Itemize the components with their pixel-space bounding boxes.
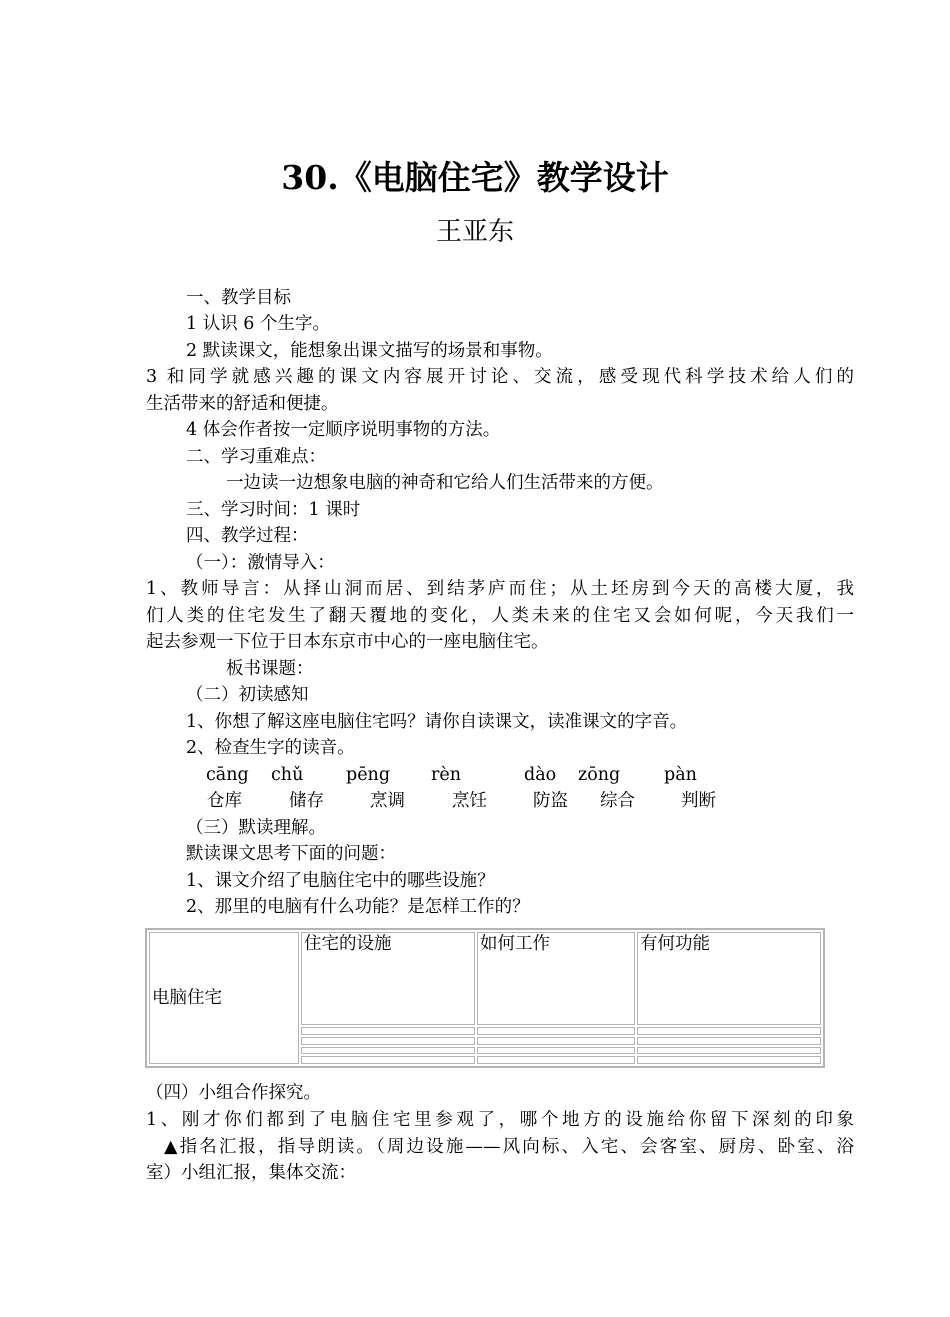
table-cell[interactable]	[477, 1037, 635, 1045]
table-cell[interactable]	[301, 1056, 475, 1064]
vocab-word: 判断	[681, 791, 716, 811]
table-header-facility: 住宅的设施	[301, 932, 475, 1025]
section-heading: 三、学习时间：1 课时	[186, 500, 361, 520]
paragraph-line: 2 默读课文，能想象出课文描写的场景和事物。	[186, 341, 553, 361]
paragraph-line: 们人类的住宅发生了翻天覆地的变化，人类未来的住宅又会如何呢，今天我们一	[146, 606, 854, 626]
table-cell[interactable]	[477, 1056, 635, 1064]
table-row-header: 电脑住宅	[149, 932, 299, 1064]
paragraph-line: 1 认识 6 个生字。	[186, 314, 330, 334]
paragraph-line: 1、课文介绍了电脑住宅中的哪些设施？	[186, 871, 495, 891]
vocab-word: 综合	[600, 791, 635, 811]
table-cell[interactable]	[637, 1047, 821, 1055]
table-cell[interactable]	[637, 1037, 821, 1045]
document-title: 30.《电脑住宅》教学设计	[281, 158, 669, 197]
table-cell[interactable]	[301, 1027, 475, 1035]
subsection-heading: （四）小组合作探究。	[146, 1083, 321, 1103]
vocab-word: 烹调	[370, 791, 405, 811]
subsection-heading: （二）初读感知	[186, 685, 309, 705]
table-header-how: 如何工作	[477, 932, 635, 1025]
pinyin-label: rèn	[431, 765, 461, 785]
pinyin-label: chǔ	[271, 765, 304, 785]
table-header-function: 有何功能	[637, 932, 821, 1025]
paragraph-line: 2、那里的电脑有什么功能？是怎样工作的？	[186, 897, 530, 917]
table-cell[interactable]	[477, 1047, 635, 1055]
author-name: 王亚东	[435, 217, 514, 247]
pinyin-label: dào	[524, 765, 557, 785]
paragraph-line: 一边读一边想象电脑的神奇和它给人们生活带来的方便。	[226, 473, 664, 493]
paragraph-line: ▲指名汇报，指导朗读。（周边设施——风向标、入宅、会客室、厨房、卧室、浴	[164, 1137, 854, 1157]
pinyin-label: pēng	[346, 765, 391, 785]
pinyin-label: cāng	[206, 765, 249, 785]
pinyin-label: pàn	[664, 765, 697, 785]
vocab-word: 烹饪	[452, 791, 487, 811]
pinyin-label: zōng	[578, 765, 621, 785]
paragraph-line: 1、刚才你们都到了电脑住宅里参观了，哪个地方的设施给你留下深刻的印象	[146, 1110, 854, 1130]
table-cell[interactable]	[637, 1056, 821, 1064]
paragraph-line: 1、你想了解这座电脑住宅吗？请你自读课文，读准课文的字音。	[186, 712, 688, 732]
table-cell[interactable]	[477, 1027, 635, 1035]
table-cell[interactable]	[637, 1027, 821, 1035]
vocab-word: 储存	[289, 791, 324, 811]
paragraph-line: 1、教师导言：从择山洞而居、到结茅庐而住；从土坯房到今天的高楼大厦，我	[146, 579, 854, 599]
section-heading: 四、教学过程：	[186, 526, 309, 546]
paragraph-line: 4 体会作者按一定顺序说明事物的方法。	[186, 420, 501, 440]
vocab-word: 防盗	[533, 791, 568, 811]
table-cell[interactable]	[301, 1047, 475, 1055]
vocab-word: 仓库	[207, 791, 242, 811]
paragraph-line: 板书课题：	[226, 659, 314, 679]
paragraph-line: 生活带来的舒适和便捷。	[146, 394, 339, 414]
facilities-table	[145, 928, 825, 1068]
paragraph-line: 默读课文思考下面的问题：	[186, 844, 396, 864]
subsection-heading: （三）默读理解。	[186, 818, 326, 838]
section-heading: 一、教学目标	[186, 288, 291, 308]
table-cell[interactable]	[301, 1037, 475, 1045]
paragraph-line: 室）小组汇报，集体交流：	[146, 1163, 356, 1183]
subsection-heading: （一）：激情导入：	[186, 553, 335, 573]
paragraph-line: 3 和同学就感兴趣的课文内容展开讨论、交流，感受现代科学技术给人们的	[146, 367, 854, 387]
paragraph-line: 起去参观一下位于日本东京市中心的一座电脑住宅。	[146, 632, 549, 652]
paragraph-line: 2、检查生字的读音。	[186, 738, 355, 758]
section-heading: 二、学习重难点：	[186, 447, 326, 467]
